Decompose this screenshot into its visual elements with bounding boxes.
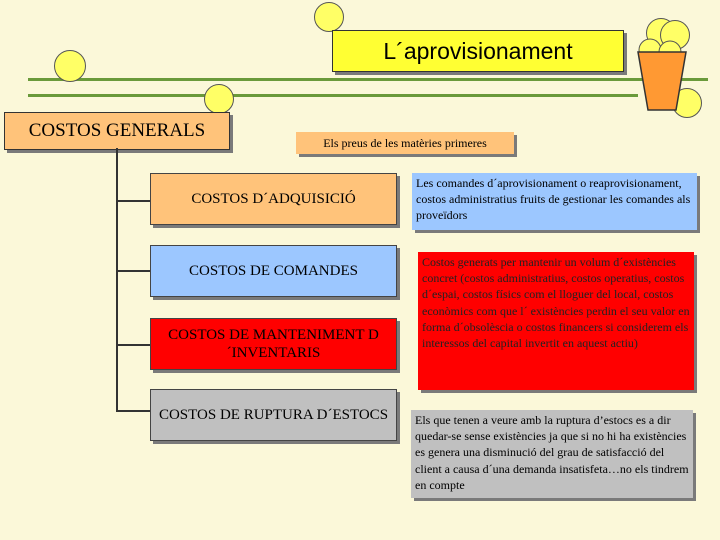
description-ruptura: Els que tenen a veure amb la ruptura d’estocs es a dir quedar-se sense existències ja que si no hi ha existències es genera una disminució del grau de satisfacció del client a causa d´una demanda insatisfeta…no els tindrem en compte: [411, 410, 693, 498]
root-node: COSTOS GENERALS: [4, 112, 230, 150]
tree-branch: [116, 396, 152, 412]
tree-branch: [116, 330, 152, 346]
category-ruptura: COSTOS DE RUPTURA D´ESTOCS: [150, 389, 397, 441]
page-title: L´aprovisionament: [332, 30, 624, 72]
category-adquisicio: COSTOS D´ADQUISICIÓ: [150, 173, 397, 225]
cup-icon: [636, 38, 688, 112]
subtitle-label: Els preus de les matèries primeres: [296, 132, 514, 154]
tree-branch: [116, 258, 152, 272]
category-manteniment: COSTOS DE MANTENIMENT D´INVENTARIS: [150, 318, 397, 370]
category-comandes: COSTOS DE COMANDES: [150, 245, 397, 297]
tree-trunk: [116, 148, 118, 410]
top-line: [28, 78, 708, 81]
decor-circle: [314, 2, 344, 32]
description-comandes: Les comandes d´aprovisionament o reaprovisionament, costos administratius fruits de gestionar les comandes als proveïdors: [412, 173, 697, 230]
tree-branch: [116, 190, 152, 202]
second-line: [28, 94, 638, 97]
description-manteniment: Costos generats per mantenir un volum d´existències concret (costos administratius, costos operatius, costos d´espai, costos físics com el lloguer del local, costos econòmics com que l´ existències perdin el seu valor en forma d´obsolèscia o costos financers si considerem els interessos del capital invertit en aquest actiu): [418, 252, 694, 390]
decor-circle: [204, 84, 234, 114]
decor-circle: [54, 50, 86, 82]
